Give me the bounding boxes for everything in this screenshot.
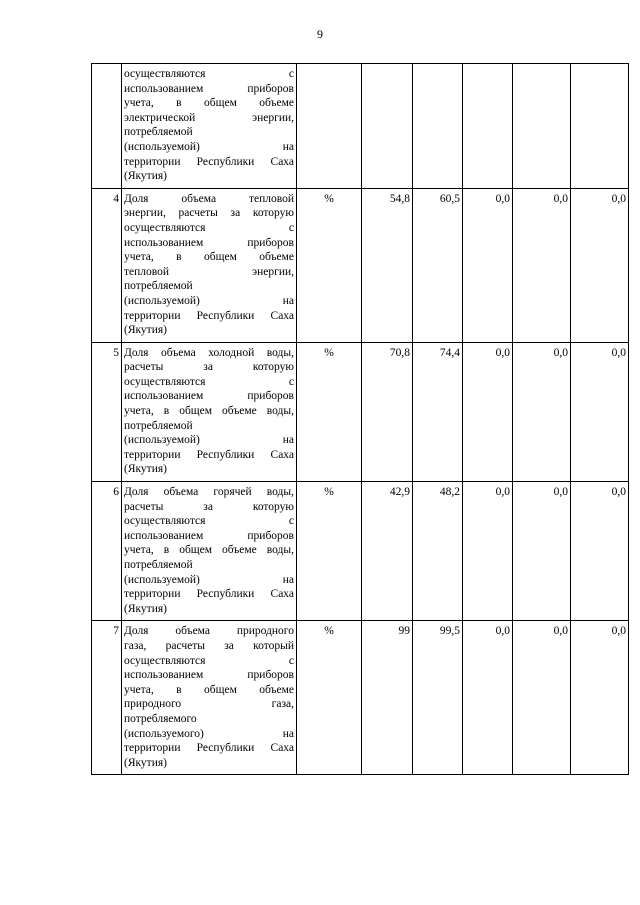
indicator-name-line: территории Республики Саха [124,742,294,755]
indicator-name-line: расчеты за которую [124,500,294,513]
table-row [92,188,629,342]
indicator-name-line: учета, в общем объеме воды, [124,544,294,557]
value-cell: 99,5 [413,621,463,775]
indicator-name-line: (используемого) на [124,727,294,740]
value-cell: 0,0 [513,482,571,621]
indicator-name-line: газа, расчеты за который [124,639,294,652]
indicator-name-cell [122,64,297,189]
indicator-name-line: Доля объема холодной воды, [124,346,294,359]
indicator-name-line: использованием приборов [124,82,294,95]
indicator-name-line: учета, в общем объеме [124,97,294,110]
indicator-name-line: потребляемой [124,280,193,293]
value-cell: 0,0 [513,342,571,481]
row-number-cell [92,64,122,189]
value-cell: 0,0 [513,621,571,775]
indicator-name-line: (Якутия) [124,602,167,615]
value-cell [513,64,571,189]
table-row [92,482,629,621]
indicator-name-line: (Якутия) [124,463,167,476]
indicator-name-line: (Якутия) [124,170,167,183]
indicator-name-line: территории Республики Саха [124,155,294,168]
indicator-name-line: (Якутия) [124,324,167,337]
value-cell [413,64,463,189]
indicator-name-line: тепловой энергии, [124,265,294,278]
value-cell: 0,0 [571,621,629,775]
indicator-name-line: энергии, расчеты за которую [124,207,294,220]
indicator-name-line: осуществляются с [124,654,294,667]
value-cell: 0,0 [571,342,629,481]
indicator-name-line: территории Республики Саха [124,448,294,461]
table-body [92,64,629,775]
indicator-name-line: (используемой) на [124,573,294,586]
indicator-name-line: потребляемой [124,559,193,571]
indicator-name-cell [122,342,297,481]
value-cell [463,64,513,189]
indicator-name-line: Доля объема природного [124,625,294,638]
indicator-name-line: использованием приборов [124,669,294,682]
indicator-name-line: расчеты за которую [124,361,294,374]
row-number-cell: 4 [92,188,122,342]
row-number-cell: 5 [92,342,122,481]
indicator-name-line: (используемой) на [124,140,294,153]
unit-cell: % [297,621,362,775]
value-cell: 74,4 [413,342,463,481]
indicator-name-line: потребляемой [124,419,193,432]
indicator-name-line: электрической энергии, [124,111,294,124]
indicator-name-line: (используемой) на [124,294,294,307]
table-row [92,621,629,775]
indicator-name-line: территории Республики Саха [124,309,294,322]
indicator-name-line: использованием приборов [124,236,294,249]
page-number: 9 [317,27,323,41]
indicator-name-cell [122,188,297,342]
unit-cell [297,64,362,189]
indicator-name-line: учета, в общем объеме [124,251,294,264]
indicator-name-line: Доля объема тепловой [124,192,294,205]
indicator-name-line: использованием приборов [124,390,294,403]
indicator-name-line: потребляемого [124,712,197,725]
row-number-cell: 6 [92,482,122,621]
indicator-name-line: (Якутия) [124,756,167,769]
indicator-name-line: территории Республики Саха [124,588,294,601]
indicator-name-line: (используемой) на [124,434,294,447]
row-number-cell: 7 [92,621,122,775]
value-cell: 0,0 [463,342,513,481]
value-cell [571,64,629,189]
value-cell: 0,0 [571,188,629,342]
indicator-name-cell [122,621,297,775]
value-cell: 99 [362,621,413,775]
unit-cell: % [297,342,362,481]
value-cell: 42,9 [362,482,413,621]
unit-cell: % [297,188,362,342]
indicator-name-line: осуществляются с [124,221,294,234]
indicator-name-line: потребляемой [124,126,193,139]
indicator-name-line: учета, в общем объеме воды, [124,405,294,418]
value-cell: 0,0 [513,188,571,342]
table-row [92,342,629,481]
indicator-name-line: Доля объема горячей воды, [124,486,294,499]
value-cell: 60,5 [413,188,463,342]
value-cell [362,64,413,189]
value-cell: 0,0 [463,188,513,342]
unit-cell: % [297,482,362,621]
value-cell: 70,8 [362,342,413,481]
value-cell: 0,0 [463,621,513,775]
value-cell: 54,8 [362,188,413,342]
indicator-name-line: осуществляются с [124,515,294,528]
indicator-name-line: осуществляются с [124,68,294,80]
indicator-name-line: использованием приборов [124,529,294,542]
value-cell: 0,0 [571,482,629,621]
value-cell: 0,0 [463,482,513,621]
value-cell: 48,2 [413,482,463,621]
table-row [92,64,629,189]
indicator-name-cell [122,482,297,621]
indicator-name-line: осуществляются с [124,375,294,388]
indicator-name-line: природного газа, [124,698,294,711]
indicators-table [91,63,629,775]
indicator-name-line: учета, в общем объеме [124,683,294,696]
